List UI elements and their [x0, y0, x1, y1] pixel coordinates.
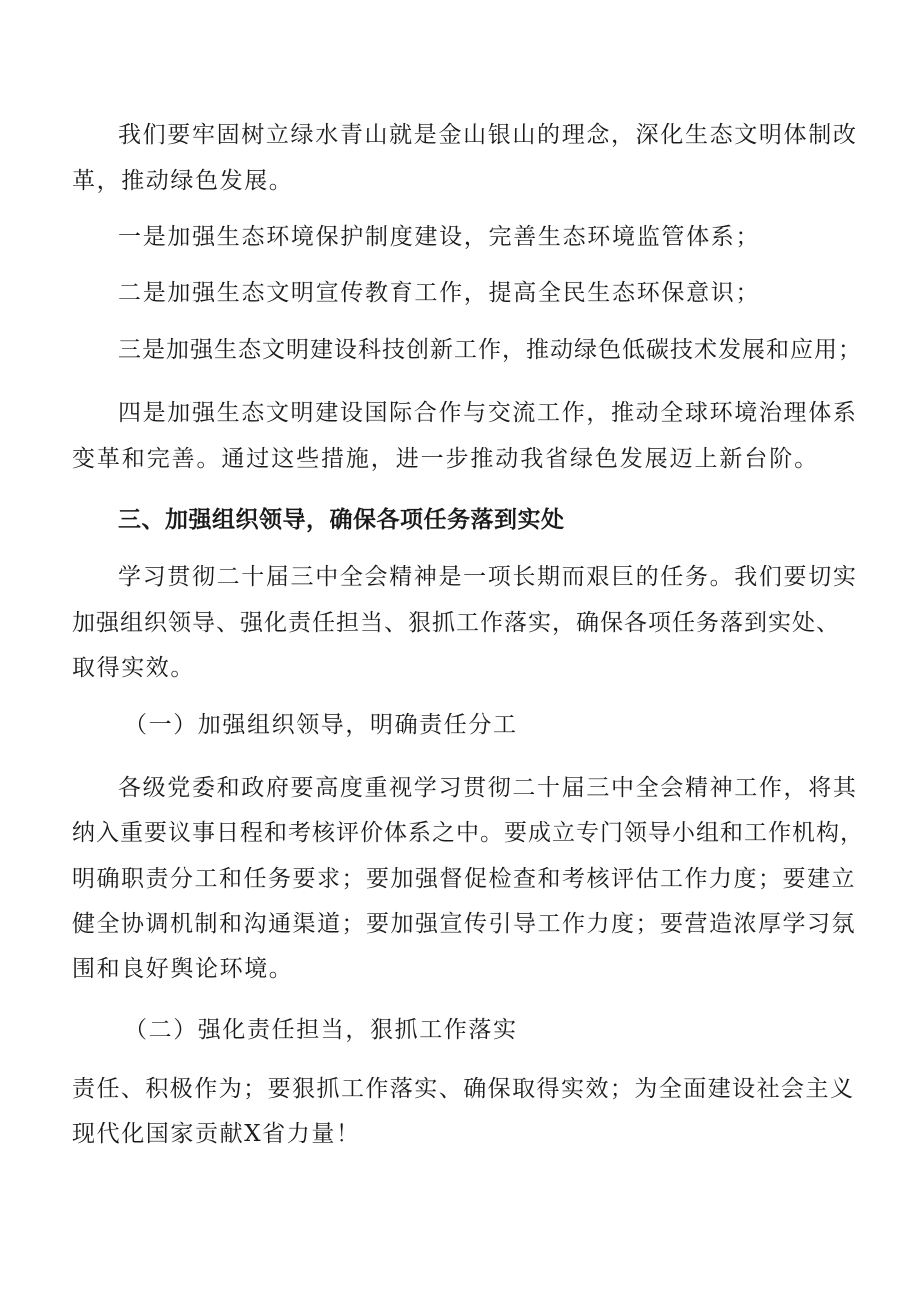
list-item: 三是加强生态文明建设科技创新工作，推动绿色低碳技术发展和应用； — [118, 337, 862, 363]
paragraph-line: 变革和完善。通过这些措施，进一步推动我省绿色发展迈上新台阶。 — [72, 446, 819, 472]
subsection-heading: （一）加强组织领导，明确责任分工 — [124, 712, 518, 738]
paragraph-line: 明确职责分工和任务要求；要加强督促检查和考核评估工作力度；要建立 — [72, 866, 856, 892]
paragraph-line: 围和良好舆论环境。 — [72, 956, 294, 982]
paragraph-line: 革，推动绿色发展。 — [72, 168, 294, 194]
section-heading: 三、加强组织领导，确保各项任务落到实处 — [118, 507, 565, 533]
paragraph-line: 现代化国家贡献X省力量！ — [72, 1121, 361, 1147]
paragraph-line: 我们要牢固树立绿水青山就是金山银山的理念，深化生态文明体制改 — [118, 122, 858, 148]
paragraph-line: 取得实效。 — [72, 655, 195, 681]
paragraph-line: 加强组织领导、强化责任担当、狠抓工作落实，确保各项任务落到实处、 — [72, 610, 840, 636]
paragraph-line: 纳入重要议事日程和考核评价体系之中。要成立专门领导小组和工作机构， — [72, 820, 864, 846]
paragraph-line: 健全协调机制和沟通渠道；要加强宣传引导工作力度；要营造浓厚学习氛 — [72, 911, 856, 937]
subsection-heading: （二）强化责任担当，狠抓工作落实 — [124, 1017, 518, 1043]
list-item: 四是加强生态文明建设国际合作与交流工作，推动全球环境治理体系 — [118, 400, 858, 426]
list-item: 一是加强生态环境保护制度建设，完善生态环境监管体系； — [118, 224, 761, 250]
paragraph-line: 责任、积极作为；要狠抓工作落实、确保取得实效；为全面建设社会主义 — [72, 1076, 855, 1102]
list-item: 二是加强生态文明宣传教育工作，提高全民生态环保意识； — [118, 280, 761, 306]
paragraph-line: 各级党委和政府要高度重视学习贯彻二十届三中全会精神工作，将其 — [118, 775, 858, 801]
paragraph-line: 学习贯彻二十届三中全会精神是一项长期而艰巨的任务。我们要切实 — [118, 564, 858, 590]
